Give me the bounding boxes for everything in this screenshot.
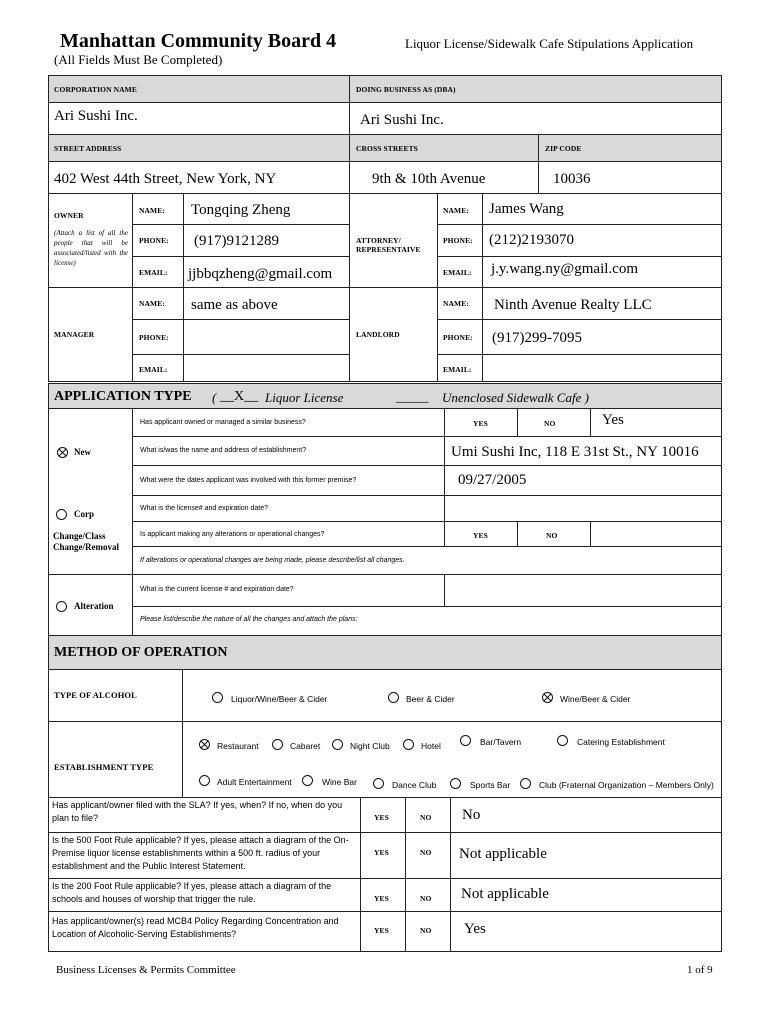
est-hotel-label: Hotel [421, 741, 441, 751]
street-address-label: STREET ADDRESS [54, 144, 122, 153]
attorney-phone-label: PHONE: [443, 236, 473, 245]
policy-no-label: NO [420, 926, 432, 935]
q4-answer-cell[interactable] [444, 495, 722, 522]
est-winebar-label: Wine Bar [322, 777, 357, 787]
rule500-no-label: NO [420, 848, 432, 857]
attorney-phone-value: (212)2193070 [489, 232, 574, 248]
zip-code-value: 10036 [553, 171, 591, 187]
manager-name-value: same as above [191, 297, 278, 313]
dba-label: DOING BUSINESS AS (DBA) [356, 85, 456, 94]
sidewalk-cafe-label: Unenclosed Sidewalk Cafe ) [442, 390, 589, 405]
attorney-name-label: NAME: [443, 206, 469, 215]
alcohol-label: TYPE OF ALCOHOL [54, 690, 137, 700]
change-label: Change/Class Change/Removal [53, 531, 119, 552]
manager-email-label: EMAIL: [139, 365, 168, 374]
corporation-name-label: CORPORATION NAME [54, 85, 137, 94]
est-bartavern-label: Bar/Tavern [480, 737, 522, 747]
attorney-name-value: James Wang [489, 201, 564, 217]
footer-committee: Business Licenses & Permits Committee [56, 964, 236, 976]
corp-radio[interactable] [56, 509, 67, 520]
cross-streets-label: CROSS STREETS [356, 144, 418, 153]
page-subtitle: (All Fields Must Be Completed) [54, 52, 223, 67]
attorney-label: ATTORNEY/ REPRESENTAIVE [356, 236, 421, 254]
rule500-yes-label: YES [374, 848, 389, 857]
rule500-question-text: Is the 500 Foot Rule applicable? If yes, please attach a diagram of the On-Premise liquor license establishments within a 500 ft. radius of your establishment and the Public Interest Statement. [52, 835, 349, 871]
q5-text: Is applicant making any alterations or operational changes? [140, 531, 325, 538]
owner-phone-label: PHONE: [139, 236, 169, 245]
alcohol-beer-radio[interactable] [388, 692, 399, 703]
q1-yes-label: YES [473, 419, 488, 428]
landlord-name-label: NAME: [443, 299, 469, 308]
est-sportsbar-label: Sports Bar [470, 780, 511, 790]
policy-question-text: Has applicant/owner(s) read MCB4 Policy Regarding Concentration and Location of Alcoholic-Serving Establishments? [52, 916, 339, 939]
application-type-paren: ( [212, 390, 217, 405]
street-address-value: 402 West 44th Street, New York, NY [54, 171, 277, 187]
corporation-name-value: Ari Sushi Inc. [54, 108, 138, 124]
q5-no-label: NO [546, 531, 558, 540]
landlord-phone-label: PHONE: [443, 333, 473, 342]
q7-text: What is the current license # and expiration date? [140, 586, 294, 593]
rule200-yes-label: YES [374, 894, 389, 903]
sidewalk-cafe-mark[interactable]: _____ [396, 389, 429, 404]
landlord-email-label: EMAIL: [443, 365, 472, 374]
est-hotel-radio[interactable] [403, 739, 414, 750]
est-adult-label: Adult Entertainment [217, 777, 292, 787]
corp-label: Corp [74, 509, 94, 519]
q1-text: Has applicant owned or managed a similar business? [140, 419, 306, 426]
est-catering-radio[interactable] [557, 735, 568, 746]
q1-no-label: NO [544, 419, 556, 428]
owner-name-value: Tongqing Zheng [191, 202, 291, 218]
est-club-label: Club (Fraternal Organization – Members Only) [539, 780, 714, 790]
new-radio[interactable] [57, 447, 68, 458]
est-bartavern-radio[interactable] [460, 735, 471, 746]
liquor-license-mark[interactable]: __X__ [220, 389, 259, 404]
alteration-radio[interactable] [56, 601, 67, 612]
est-danceclub-radio[interactable] [373, 778, 384, 789]
q8-text: Please list/describe the nature of all the changes and attach the plans: [140, 616, 358, 623]
page-title: Manhattan Community Board 4 [60, 30, 337, 52]
q7-answer-cell[interactable] [444, 574, 722, 607]
est-sportsbar-radio[interactable] [450, 778, 461, 789]
est-nightclub-label: Night Club [350, 741, 390, 751]
alcohol-wine-label: Wine/Beer & Cider [560, 694, 631, 704]
rule500-answer: Not applicable [459, 846, 547, 862]
est-cabaret-radio[interactable] [272, 739, 283, 750]
est-winebar-radio[interactable] [302, 775, 313, 786]
est-club-radio[interactable] [520, 778, 531, 789]
owner-note: (Attach a list of all the people that will be associated/listed with the license) [54, 229, 128, 267]
est-nightclub-radio[interactable] [332, 739, 343, 750]
alcohol-beer-label: Beer & Cider [406, 694, 455, 704]
owner-email-value: jjbbqzheng@gmail.com [188, 266, 333, 282]
dba-value: Ari Sushi Inc. [360, 112, 444, 128]
establishment-label: ESTABLISHMENT TYPE [54, 762, 154, 772]
q2-text: What is/was the name and address of establishment? [140, 447, 307, 454]
q4-text: What is the license# and expiration date? [140, 505, 269, 512]
cross-streets-value: 9th & 10th Avenue [372, 171, 486, 187]
owner-email-label: EMAIL: [139, 268, 168, 277]
q3-answer: 09/27/2005 [458, 472, 527, 488]
owner-label: OWNER [54, 211, 84, 220]
est-adult-radio[interactable] [199, 775, 210, 786]
est-danceclub-label: Dance Club [392, 780, 437, 790]
manager-label: MANAGER [54, 330, 95, 339]
alcohol-liquor-label: Liquor/Wine/Beer & Cider [231, 694, 328, 704]
sla-no-label: NO [420, 813, 432, 822]
rule200-question-text: Is the 200 Foot Rule applicable? If yes, please attach a diagram of the schools and houses of worship that trigger the rule. [52, 881, 332, 904]
establishment-label-cell [48, 721, 183, 798]
alcohol-wine-radio[interactable] [542, 692, 553, 703]
sla-question-text: Has applicant/owner filed with the SLA? If yes, when? If no, when do you plan to file? [52, 800, 343, 823]
rule200-no-label: NO [420, 894, 432, 903]
footer-page-number: 1 of 9 [687, 964, 713, 976]
landlord-name-value: Ninth Avenue Realty LLC [494, 297, 652, 313]
policy-yes-label: YES [374, 926, 389, 935]
est-cabaret-label: Cabaret [290, 741, 321, 751]
alcohol-liquor-radio[interactable] [212, 692, 223, 703]
form-name: Liquor License/Sidewalk Cafe Stipulations Application [405, 36, 694, 51]
q2-answer: Umi Sushi Inc, 118 E 31st St., NY 10016 [451, 444, 699, 460]
landlord-phone-value: (917)299-7095 [492, 330, 582, 346]
q6-text: If alterations or operational changes are being made, please describe/list all changes. [140, 557, 405, 564]
method-title: METHOD OF OPERATION [54, 645, 228, 660]
alteration-label: Alteration [74, 601, 114, 611]
attorney-email-value: j.y.wang.ny@gmail.com [491, 261, 638, 277]
rule200-answer: Not applicable [461, 886, 549, 902]
new-label: New [74, 447, 91, 457]
owner-name-label: NAME: [139, 206, 165, 215]
application-type-title: APPLICATION TYPE [54, 389, 192, 404]
owner-phone-value: (917)9121289 [194, 233, 279, 249]
q3-text: What were the dates applicant was involved with this former premise? [140, 477, 357, 484]
est-restaurant-radio[interactable] [199, 739, 210, 750]
sla-answer: No [462, 807, 481, 823]
q5-yes-label: YES [473, 531, 488, 540]
est-catering-label: Catering Establishment [577, 737, 665, 747]
liquor-license-label: Liquor License [265, 390, 344, 405]
attorney-email-label: EMAIL: [443, 268, 472, 277]
sla-yes-label: YES [374, 813, 389, 822]
landlord-label: LANDLORD [356, 330, 400, 339]
manager-phone-label: PHONE: [139, 333, 169, 342]
zip-code-label: ZIP CODE [545, 144, 582, 153]
policy-answer: Yes [464, 921, 486, 937]
q1-answer: Yes [602, 412, 624, 428]
est-restaurant-label: Restaurant [217, 741, 259, 751]
manager-name-label: NAME: [139, 299, 165, 308]
